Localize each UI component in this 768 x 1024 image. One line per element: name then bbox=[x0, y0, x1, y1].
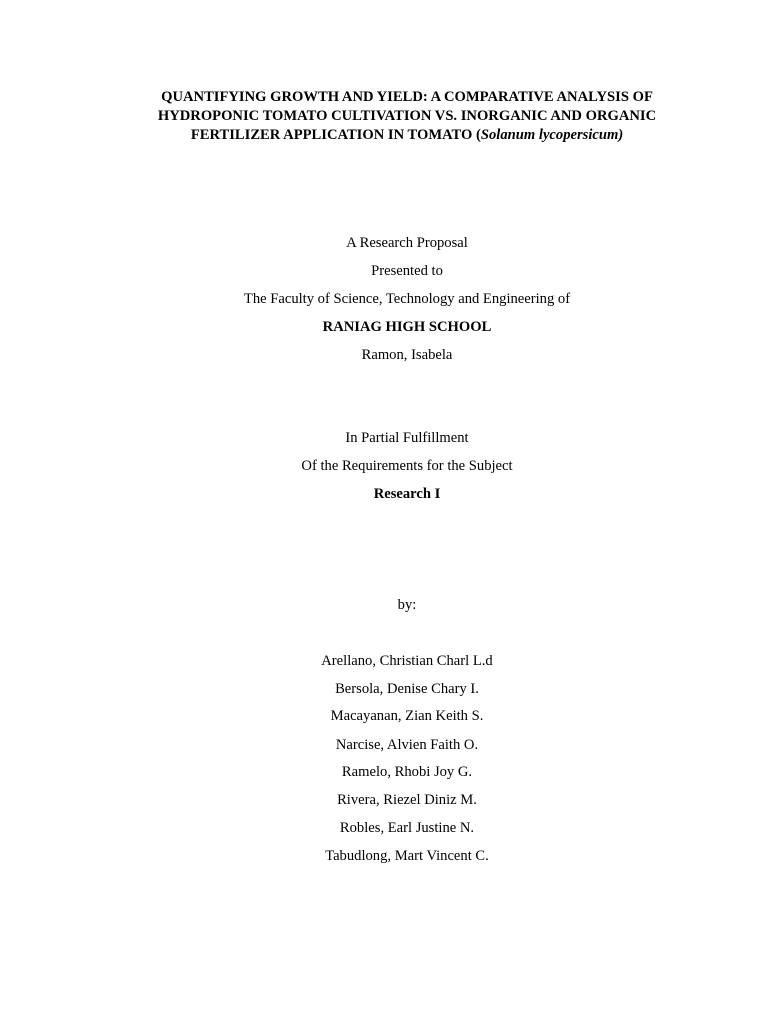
school-name: RANIAG HIGH SCHOOL bbox=[322, 319, 492, 335]
author-name: Narcise, Alvien Faith O. bbox=[335, 737, 479, 753]
title-line-1: QUANTIFYING GROWTH AND YIELD: A COMPARATIVE ANALYSIS OF bbox=[161, 89, 653, 105]
fulfillment-line: In Partial Fulfillment bbox=[345, 430, 469, 446]
author-name: Robles, Earl Justine N. bbox=[339, 820, 475, 836]
author-name: Rivera, Riezel Diniz M. bbox=[337, 792, 477, 808]
presented-to: Presented to bbox=[371, 263, 443, 279]
requirements-line: Of the Requirements for the Subject bbox=[301, 458, 513, 474]
title-line-3-text: FERTILIZER APPLICATION IN TOMATO ( bbox=[190, 127, 481, 143]
author-name: Arellano, Christian Charl L.d bbox=[321, 653, 493, 669]
proposal-type: A Research Proposal bbox=[346, 235, 468, 251]
title-line-2: HYDROPONIC TOMATO CULTIVATION VS. INORGANIC AND ORGANIC bbox=[157, 108, 657, 124]
subject-name: Research I bbox=[373, 486, 441, 502]
author-name: Macayanan, Zian Keith S. bbox=[330, 708, 484, 724]
document-title bbox=[100, 88, 714, 145]
author-name: Ramelo, Rhobi Joy G. bbox=[341, 764, 473, 780]
faculty-name: The Faculty of Science, Technology and Engineering of bbox=[243, 291, 571, 307]
title-scientific-name: Solanum lycopersicum) bbox=[480, 127, 624, 143]
title-line-3 bbox=[100, 126, 714, 145]
school-location: Ramon, Isabela bbox=[361, 347, 453, 363]
author-name: Bersola, Denise Chary I. bbox=[335, 681, 479, 697]
author-name: Tabudlong, Mart Vincent C. bbox=[325, 848, 489, 864]
by-label: by: bbox=[397, 597, 417, 613]
